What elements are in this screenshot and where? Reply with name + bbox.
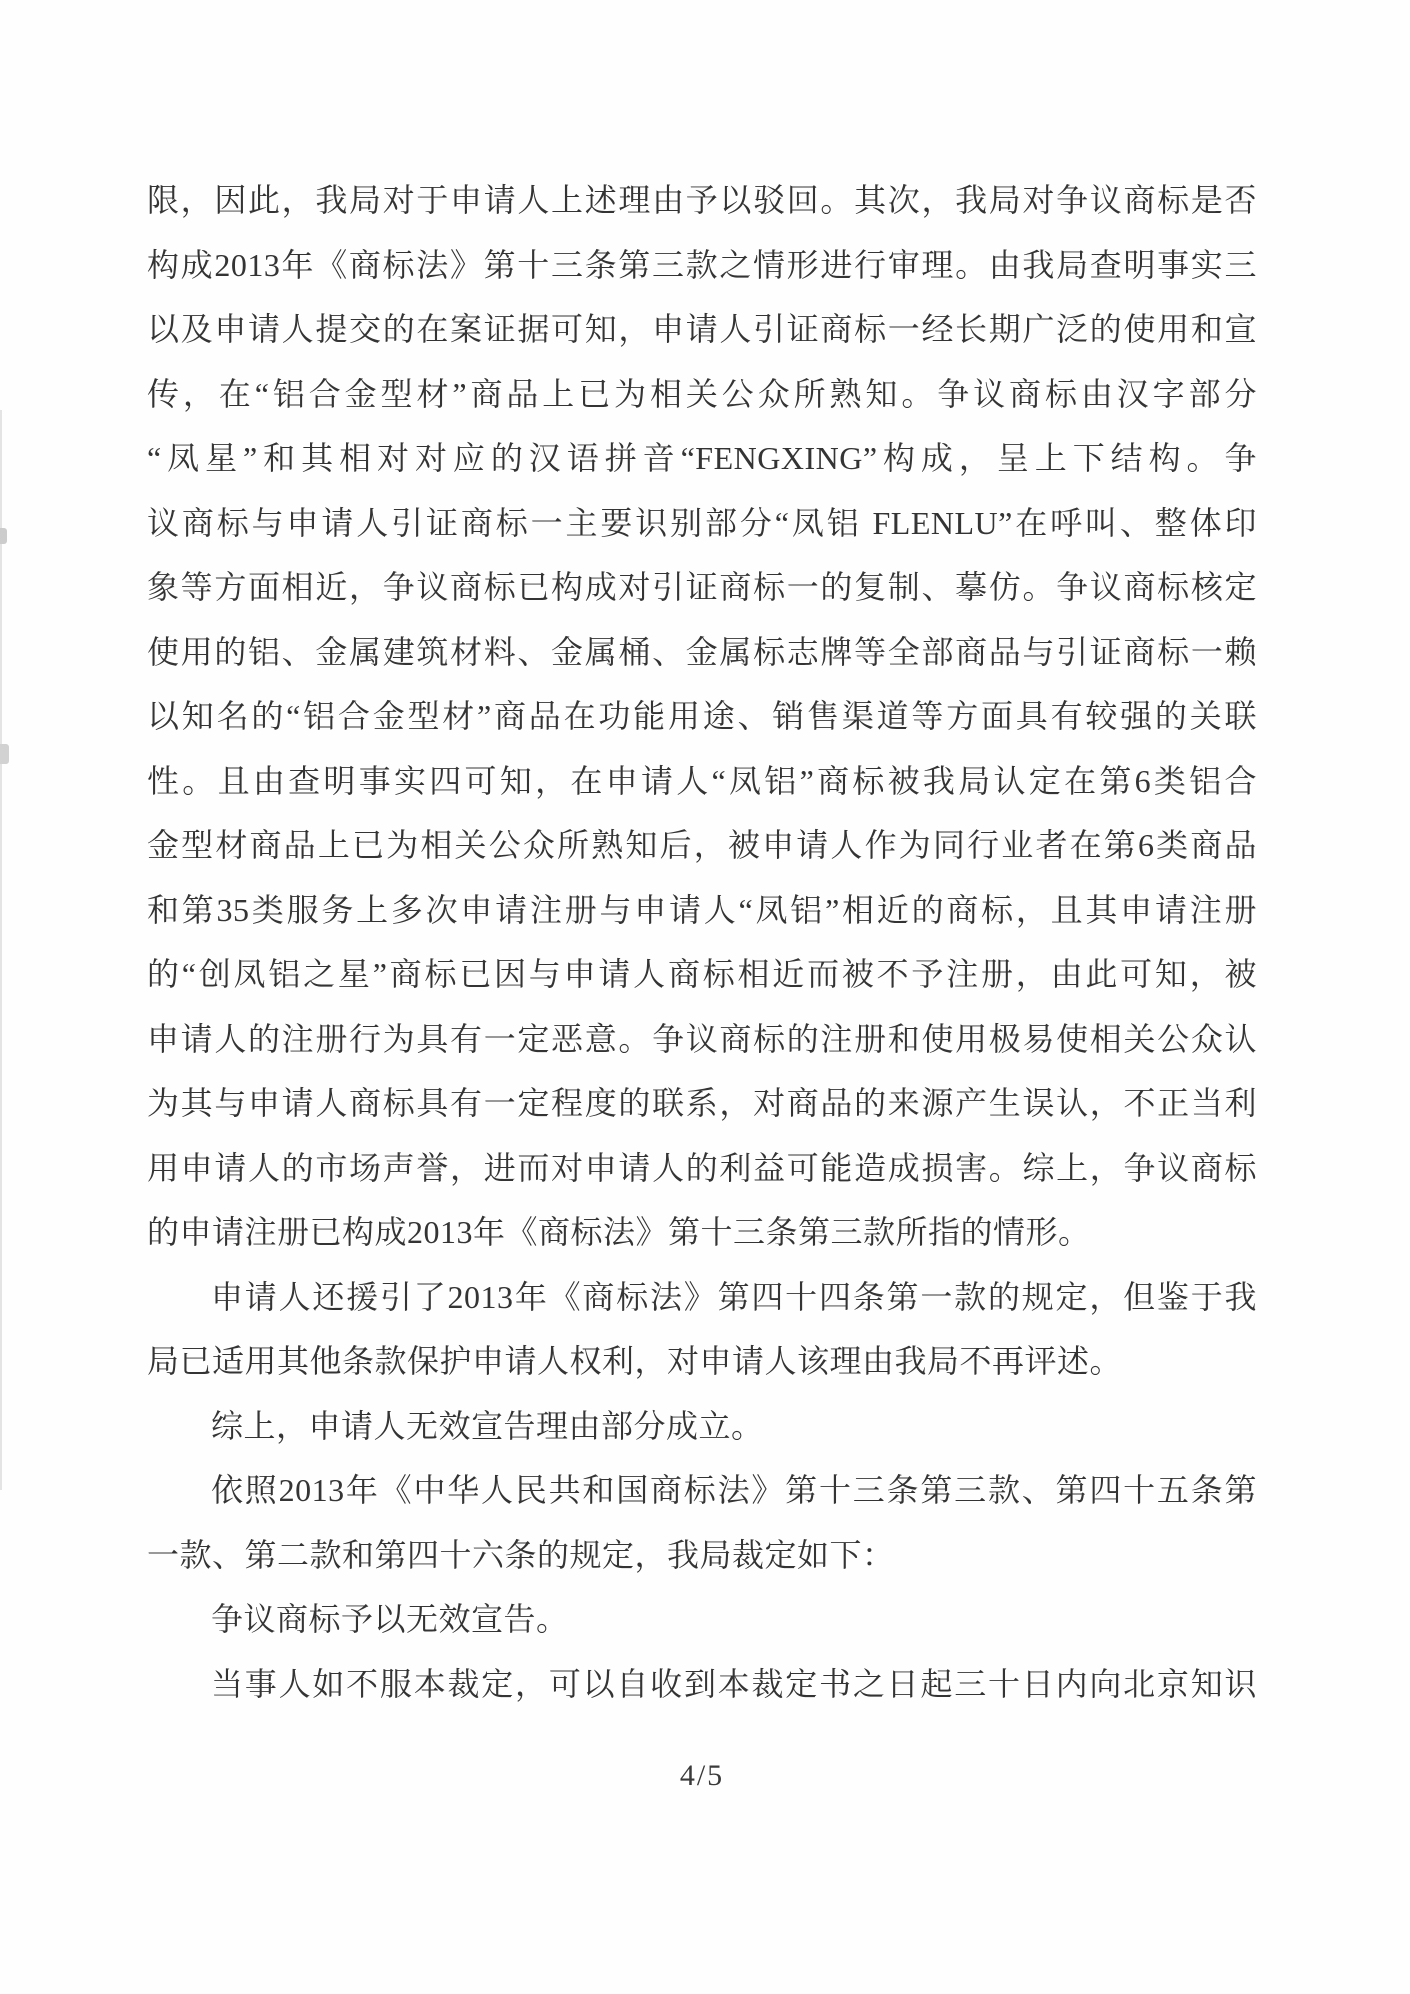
- scan-smudge-artifact: [0, 744, 9, 764]
- text-line: 一款、第二款和第四十六条的规定，我局裁定如下：: [147, 1536, 895, 1573]
- text-line: 申请人的注册行为具有一定恶意。争议商标的注册和使用极易使相关公众认: [147, 1020, 1257, 1057]
- text-line: 的申请注册已构成2013年《商标法》第十三条第三款所指的情形。: [147, 1214, 1091, 1250]
- text-line: 构成2013年《商标法》第十三条第三款之情形进行审理。由我局查明事实三: [147, 246, 1257, 283]
- scan-edge-artifact: [0, 410, 2, 1490]
- text-line: 以及申请人提交的在案证据可知，申请人引证商标一经长期广泛的使用和宣: [147, 311, 1257, 347]
- text-line: 性。且由查明事实四可知，在申请人“凤铝”商标被我局认定在第6类铝合: [147, 762, 1257, 799]
- text-line: 依照2013年《中华人民共和国商标法》第十三条第三款、第四十五条第: [211, 1472, 1257, 1508]
- page-number: 4/5: [679, 1759, 725, 1792]
- text-line: 以知名的“铝合金型材”商品在功能用途、销售渠道等方面具有较强的关联: [147, 698, 1257, 734]
- text-line: 局已适用其他条款保护申请人权利，对申请人该理由我局不再评述。: [147, 1343, 1123, 1379]
- text-line: 用申请人的市场声誉，进而对申请人的利益可能造成损害。综上，争议商标: [147, 1149, 1257, 1186]
- text-line: 传，在“铝合金型材”商品上已为相关公众所熟知。争议商标由汉字部分: [147, 375, 1257, 412]
- text-line: 当事人如不服本裁定，可以自收到本裁定书之日起三十日内向北京知识: [211, 1665, 1257, 1702]
- text-line: 议商标与申请人引证商标一主要识别部分“凤铝 FLENLU”在呼叫、整体印: [147, 504, 1257, 541]
- text-line: 限，因此，我局对于申请人上述理由予以驳回。其次，我局对争议商标是否: [147, 182, 1257, 218]
- text-line: “凤星”和其相对对应的汉语拼音“FENGXING”构成，呈上下结构。争: [147, 440, 1257, 476]
- text-line: 申请人还援引了2013年《商标法》第四十四条第一款的规定，但鉴于我: [211, 1278, 1257, 1315]
- text-line: 和第35类服务上多次申请注册与申请人“凤铝”相近的商标，且其申请注册: [147, 891, 1257, 928]
- document-body: [147, 168, 1257, 1716]
- text-line: 金型材商品上已为相关公众所熟知后，被申请人作为同行业者在第6类商品: [147, 827, 1257, 863]
- text-line: 的“创凤铝之星”商标已因与申请人商标相近而被不予注册，由此可知，被: [147, 956, 1257, 992]
- text-line: 争议商标予以无效宣告。: [211, 1601, 569, 1637]
- scan-smudge-artifact: [0, 528, 7, 544]
- text-line: 使用的铝、金属建筑材料、金属桶、金属标志牌等全部商品与引证商标一赖: [147, 633, 1257, 670]
- text-line: 为其与申请人商标具有一定程度的联系，对商品的来源产生误认，不正当利: [147, 1085, 1257, 1121]
- text-line: 象等方面相近，争议商标已构成对引证商标一的复制、摹仿。争议商标核定: [147, 569, 1257, 605]
- text-line: 综上，申请人无效宣告理由部分成立。: [211, 1407, 764, 1444]
